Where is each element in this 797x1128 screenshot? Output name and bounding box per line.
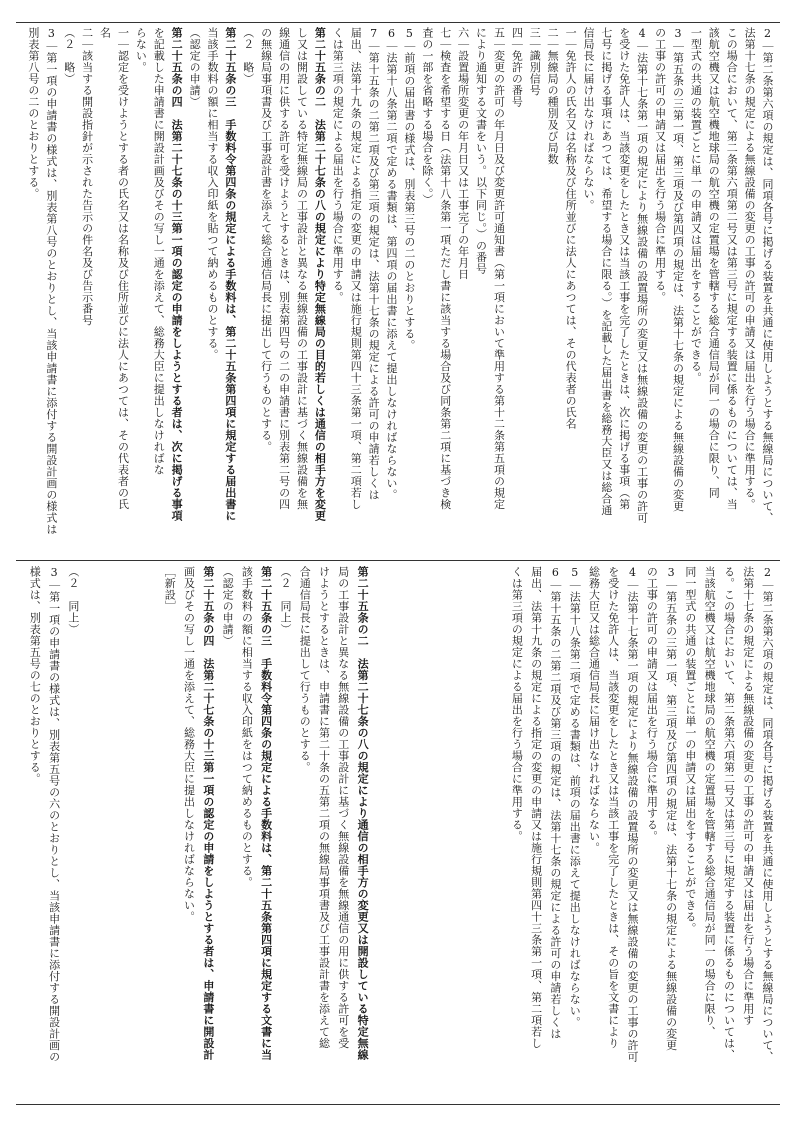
text-line: けようとするときは、申請書に第二十条の五第二項の無線局事項書及び工事設計書を添えて総 <box>317 566 331 1049</box>
text-line: る。この場合において、第二条第六項第二号又は第三号に規定する装置に係るものについては、 <box>722 566 736 1061</box>
text-line: 七号に掲げる事項にあつては、希望する場合に限る。）を記載した届出書を総務大臣又は総合通 <box>599 27 613 516</box>
text-line: （認定の申請） <box>188 27 202 108</box>
text-line <box>408 566 427 1098</box>
text-line: 第二十五条の三 手数料令第四条の規定による手数料は、第二十五条第四項に規定する文書に当 <box>259 566 273 1061</box>
text-line: 第二十五条の二 法第二十七条の八の規定により通信の相手方の変更又は開設している特定無線 <box>356 566 370 1061</box>
text-line: を記載した申請書に開設計画及びその写し一通を添えて、総務大臣に提出しなければな <box>152 27 166 476</box>
text-line: らない。 <box>134 27 148 73</box>
text-line: （２ 同上） <box>66 566 80 635</box>
text-line: 名 <box>98 27 112 39</box>
text-line: 同一型式の共通の装置ごとに単一の申請又は届出をすることができる。 <box>683 566 697 934</box>
text-line: 5｜法第十八条第二項で定める書類は、前項の届出書に添えて提出しなければならない。 <box>568 566 582 1028</box>
text-line: の無線局事項書及び工事設計書を添えて総合通信局長に提出して行うものとする。 <box>259 27 273 453</box>
text-line: 二｜該当する開設指針が示された告示の件名及び告示番号 <box>80 27 94 326</box>
text-line: 当該手数料の額に相当する収入印紙を貼つて納めるものとする。 <box>205 27 219 361</box>
text-line: 4｜法第十七条第一項の規定により無線設備の設置場所の変更又は無線設備の変更の工事の許可 <box>626 566 640 1063</box>
text-line: 七｜検査を希望する日（法第十八条第一項ただし書に該当する場合及び同条第二項に基づき検 <box>438 27 452 510</box>
text-line: 別表第八号の二のとおりとする。 <box>26 27 40 200</box>
text-line: 第二十五条の三 手数料令第四条の規定による手数料は、第二十五条第四項に規定する届出書に <box>223 27 237 522</box>
text-line: （認定の申請） <box>221 566 235 647</box>
text-line: 四｜免許の番号 <box>510 27 524 108</box>
text-line: 4｜法第十七条第一項の規定により無線設備の設置場所の変更又は無線設備の変更の工事の許可 <box>635 27 649 524</box>
text-line: 様式は、別表第五号の七のとおりとする。 <box>28 566 42 785</box>
text-line: 3｜第五条の三第一項、第三項及び第四項の規定は、法第十七条の規定による無線設備の変更 <box>671 27 685 512</box>
text-line: 3｜第一項の申請書の様式は、別表第八号のとおりとし、当該申請書に添付する開設計画の様式は <box>44 27 58 535</box>
text-line: 2｜第二条第六項の規定は、同項各号に掲げる装置を共通に使用しようとする無線局について、 <box>761 27 774 524</box>
text-line: 該航空機又は航空機地球局の航空機の定置場を管轄する総合通信局が同一の場合に限り、同 <box>707 27 721 499</box>
text-line: 届出、法第十九条の規定による指定の変更の申請又は施行規則第四十三条第一項、第二項若し <box>529 566 543 1049</box>
revised-text-panel <box>22 27 774 555</box>
bottom-border-rule <box>16 1104 780 1105</box>
text-line: （２ 同上） <box>278 566 292 635</box>
middle-divider-rule <box>16 560 780 561</box>
text-line: 第二十五条の四 法第二十七条の十三第一項の認定の申請をしようとする者は、申請書に開設計 <box>201 566 215 1061</box>
text-line: 届出、法第十九条の規定による指定の変更の申請又は施行規則第四十三条第一項、第二項若し <box>349 27 363 510</box>
text-line: を受けた免許人は、当該変更をしたとき又は当該工事を完了したときは、次に掲げる事項（第 <box>617 27 631 510</box>
text-line: 3｜第一項の申請書の様式は、別表第五号の六のとおりとし、当該申請書に添付する開設計画の <box>47 566 61 1063</box>
text-line: （２ 略） <box>62 27 76 85</box>
text-line: 一型式の共通の装置ごとに単一の申請又は届出をすることができる。 <box>689 27 703 384</box>
text-line: 7｜第十五条の二第二項及び第三項の規定は、法第十七条の規定による許可の申請若しくは <box>367 27 381 501</box>
text-line <box>80 566 99 1098</box>
text-line <box>466 566 485 1098</box>
text-line: 二｜無線局の種別及び局数 <box>546 27 560 165</box>
text-line: くは第三項の規定による届出を行う場合に準用する。 <box>510 566 524 842</box>
text-line: 第二十五条の四 法第二十七条の十三第一項の認定の申請をしようとする者は、次に掲げる事項 <box>170 27 184 522</box>
text-line: 該手数料の額に相当する収入印紙をはつて納めるものとする。 <box>240 566 254 888</box>
text-line <box>138 566 157 1098</box>
text-line: 6｜法第十八条第二項で定める書類は、第四項の届出書に添えて提出しなければならない。 <box>385 27 398 501</box>
text-line: 査の一部を省略する場合を除く。） <box>420 27 434 206</box>
text-line: 2｜第二条第六項の規定は、同項各号に掲げる装置を共通に使用しようとする無線局について、 <box>761 566 774 1063</box>
text-line: 一｜認定を受けようとする者の氏名又は名称及び住所並びに法人にあつては、その代表者の氏 <box>116 27 130 510</box>
text-line: この場合において、第二条第六項第二号又は第三号に規定する装置に係るものについては、当 <box>725 27 739 510</box>
text-line: の工事の許可の申請又は届出を行う場合に準用する。 <box>645 566 659 842</box>
text-line: 総務大臣又は総合通信局長に届け出なければならない。 <box>587 566 601 854</box>
text-line: により通知する文書をいう。以下同じ。）の番号 <box>474 27 488 275</box>
text-line: 3｜第五条の三第一項、第三項及び第四項の規定は、法第十七条の規定による無線設備の変更 <box>664 566 678 1051</box>
text-line <box>99 566 118 1098</box>
text-line: 六｜設置場所変更の年月日又は工事完了の年月日 <box>456 27 470 280</box>
text-line: 当該航空機又は航空機地球局の航空機の定置場を管轄する総合通信局が同一の場合に限り、 <box>703 566 717 1038</box>
text-line: 信局長に届け出なければならない。 <box>581 27 595 211</box>
text-line <box>388 566 407 1098</box>
text-line: 法第十七条の規定による無線設備の変更の工事の許可の申請又は届出を行う場合に準用する。 <box>743 27 757 510</box>
text-line: 画及びその写し一通を添えて、総務大臣に提出しなければならない。 <box>182 566 196 923</box>
text-line: 6｜第十五条の二第二項及び第三項の規定は、法第十七条の規定による許可の申請若しくは <box>548 566 562 1040</box>
text-line: ［新設］ <box>163 566 177 612</box>
text-line: 五｜変更の許可の年月日及び変更許可通知書（第一項において準用する第十二条第五項の規定 <box>492 27 506 510</box>
text-line: くは第三項の規定による届出を行う場合に準用する。 <box>331 27 345 303</box>
text-line: 線通信の用に供する許可を受けようとするときは、別表第四号の二の申請書に別表第二号の四 <box>277 27 291 510</box>
current-text-panel <box>22 566 774 1098</box>
text-line: 法第十七条の規定による無線設備の変更の工事の許可の申請又は届出を行う場合に準用す <box>741 566 755 1026</box>
text-line: 5｜前項の届出書の様式は、別表第三号の二のとおりとする。 <box>402 27 416 351</box>
text-line <box>118 566 137 1098</box>
text-line: 合通信局長に提出して行うものとする。 <box>298 566 312 773</box>
text-line: 一｜免許人の氏名又は名称及び住所並びに法人にあつては、その代表者の氏名 <box>564 27 578 430</box>
text-line: の工事の許可の申請又は届出を行う場合に準用する。 <box>653 27 667 303</box>
text-line <box>485 566 504 1098</box>
text-line: 局の工事設計と異なる無線設備の工事設計に基づく無線設備を無線通信の用に供する許可を受 <box>336 566 350 1049</box>
text-line <box>427 566 446 1098</box>
text-line: を受けた免許人は、当該変更をしたとき又は当該工事を完了したときは、その旨を文書により <box>606 566 620 1049</box>
text-line: （２ 略） <box>241 27 255 85</box>
top-border-rule <box>16 22 780 23</box>
text-line <box>369 566 388 1098</box>
text-line: 第二十五条の二 法第二十七条の八の規定により特定無線局の目的若しくは通信の相手方を変更 <box>313 27 327 522</box>
text-line: し又は開設している特定無線局の工事設計と異なる無線設備の工事設計に基づく無線設備を無 <box>295 27 309 510</box>
text-line: 三｜識別信号 <box>528 27 542 96</box>
text-line <box>446 566 465 1098</box>
